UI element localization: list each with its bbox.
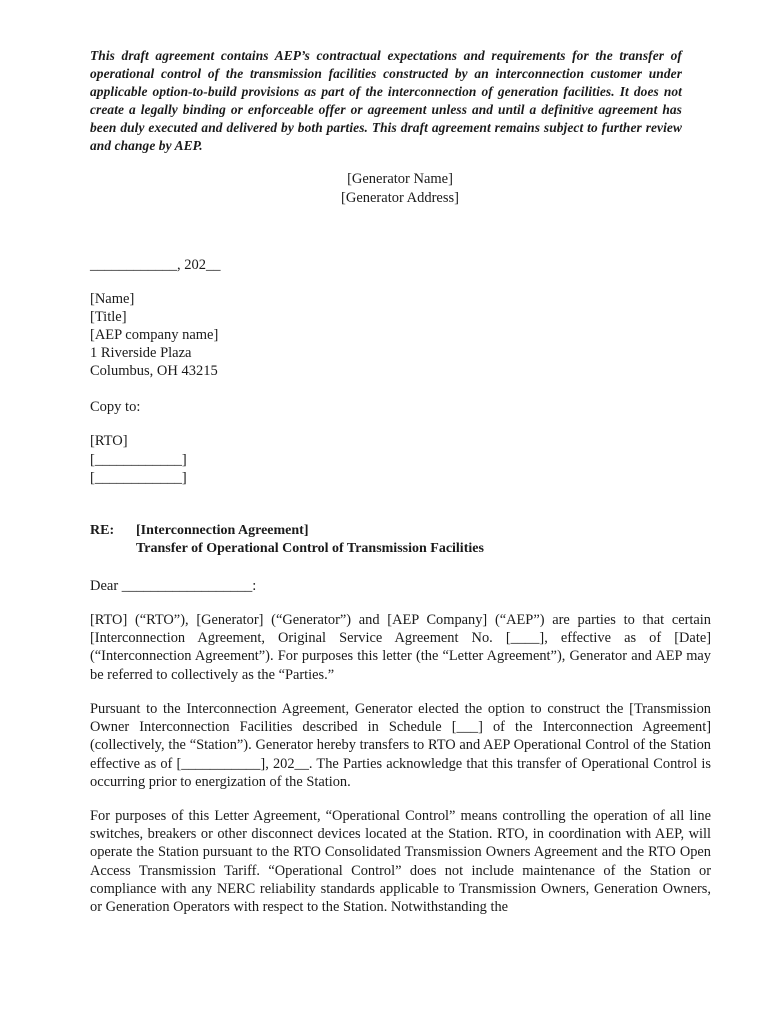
date-line: ____________, 202__: [90, 257, 221, 273]
generator-name: [Generator Name]: [347, 171, 453, 187]
re-label: RE:: [90, 523, 115, 538]
salutation: Dear __________________:: [90, 578, 257, 594]
copy-to-rto: [RTO]: [90, 433, 128, 449]
draft-disclaimer: This draft agreement contains AEP’s contractual expectations and requirements for the transfer of operational control of the transmission facilities constructed by an interconnection customer under applicable option-to-build provisions as part of the interconnection of generation facilities. It does not create a legally binding or enforceable offer or agreement unless and until a definitive agreement has been duly executed and delivered by both parties. This draft agreement remains subject to further review and change by AEP.: [90, 48, 682, 153]
copy-to-line-1: [____________]: [90, 452, 187, 468]
recipient-company: [AEP company name]: [90, 327, 219, 343]
recipient-city: Columbus, OH 43215: [90, 363, 218, 379]
copy-to-line-2: [____________]: [90, 470, 187, 486]
generator-address: [Generator Address]: [341, 190, 459, 206]
copy-to-label: Copy to:: [90, 399, 141, 415]
recipient-name: [Name]: [90, 291, 135, 307]
recipient-street: 1 Riverside Plaza: [90, 345, 192, 361]
re-subject-line-2: Transfer of Operational Control of Transmission Facilities: [136, 541, 484, 556]
re-subject-line-1: [Interconnection Agreement]: [136, 523, 309, 538]
paragraph-parties: [RTO] (“RTO”), [Generator] (“Generator”) and [AEP Company] (“AEP”) are parties to that certain [Interconnection Agreement, Original Service Agreement No. [____], effective as of [Date] (“Interconnection Agreement”). For purposes this letter (the “Letter Agreement”), Generator and AEP may be referred to collectively as the “Parties.”: [90, 612, 711, 683]
paragraph-operational-control: For purposes of this Letter Agreement, “Operational Control” means controlling the operation of all line switches, breakers or other disconnect devices located at the Station. RTO, in coordination with AEP, will operate the Station pursuant to the RTO Consolidated Transmission Owners Agreement and the RTO Open Access Transmission Tariff. “Operational Control” does not include maintenance of the Station or compliance with any NERC reliability standards applicable to Transmission Owners, Generation Owners, or Generation Operators with respect to the Station. Notwithstanding the: [90, 808, 711, 916]
paragraph-transfer: Pursuant to the Interconnection Agreement, Generator elected the option to construct the [Transmission Owner Interconnection Facilities described in Schedule [___] of the Interconnection Agreement] (collectively, the “Station”). Generator hereby transfers to RTO and AEP Operational Control of the Station effective as of [___________], 202__. The Parties acknowledge that this transfer of Operational Control is occurring prior to energization of the Station.: [90, 701, 711, 790]
recipient-title: [Title]: [90, 309, 127, 325]
